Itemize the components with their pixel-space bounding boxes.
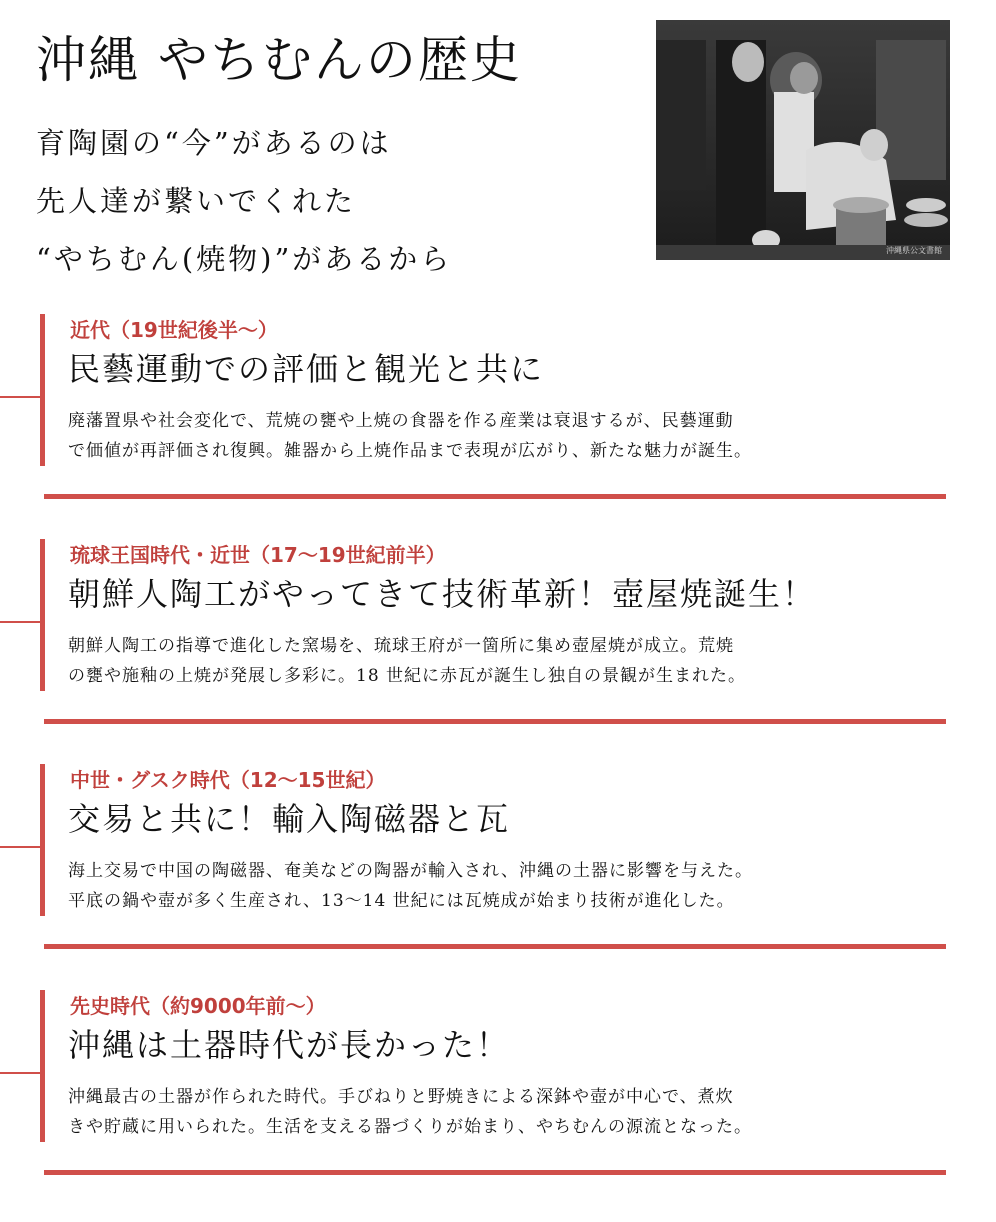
description-line: の甕や施釉の上焼が発展し多彩に。18 世紀に赤瓦が誕生し独自の景観が生まれた。 [68, 666, 747, 686]
period-description [68, 631, 948, 691]
section-divider [44, 944, 946, 949]
period-era: 先史時代（約9000年前〜） [70, 994, 326, 1018]
section-divider [44, 1170, 946, 1175]
period-prehistoric [0, 990, 996, 1200]
timeline-marker [0, 621, 40, 623]
accent-bar [40, 314, 45, 466]
lead-line: “やちむん(焼物)”があるから [36, 242, 453, 276]
period-headline: 交易と共に！輸入陶磁器と瓦 [68, 800, 511, 838]
lead-line: 先人達が繋いでくれた [36, 184, 357, 218]
period-era: 琉球王国時代・近世（17〜19世紀前半） [70, 543, 446, 567]
period-ryukyu-kingdom [0, 539, 996, 749]
period-headline: 朝鮮人陶工がやってきて技術革新！壺屋焼誕生！ [68, 575, 817, 613]
period-description [68, 1082, 948, 1142]
description-line: 海上交易で中国の陶磁器、奄美などの陶器が輸入され、沖縄の土器に影響を与えた。 [68, 861, 754, 881]
period-medieval-gusuku [0, 764, 996, 974]
period-headline: 沖縄は土器時代が長かった！ [68, 1026, 511, 1064]
description-line: 廃藩置県や社会変化で、荒焼の甕や上焼の食器を作る産業は衰退するが、民藝運動 [68, 411, 734, 431]
historical-photo [656, 20, 950, 260]
accent-bar [40, 539, 45, 691]
timeline-marker [0, 1072, 40, 1074]
period-headline: 民藝運動での評価と観光と共に [68, 350, 545, 388]
period-modern [0, 314, 996, 524]
period-description [68, 856, 948, 916]
description-line: 平底の鍋や壺が多く生産され、13〜14 世紀には瓦焼成が始まり技術が進化した。 [68, 891, 735, 911]
photo-illustration [656, 20, 950, 260]
timeline-marker [0, 396, 40, 398]
accent-bar [40, 764, 45, 916]
photo-credit: 沖縄県公文書館 [886, 246, 942, 255]
accent-bar [40, 990, 45, 1142]
description-line: で価値が再評価され復興。雑器から上焼作品まで表現が広がり、新たな魅力が誕生。 [68, 441, 752, 461]
page-title: 沖縄 やちむんの歴史 [36, 31, 522, 89]
description-line: きや貯蔵に用いられた。生活を支える器づくりが始まり、やちむんの源流となった。 [68, 1117, 752, 1137]
period-description [68, 406, 948, 466]
section-divider [44, 719, 946, 724]
period-era: 中世・グスク時代（12〜15世紀） [70, 768, 386, 792]
lead-line: 育陶園の“今”があるのは [36, 126, 392, 160]
lead-text [36, 114, 452, 288]
description-line: 朝鮮人陶工の指導で進化した窯場を、琉球王府が一箇所に集め壺屋焼が成立。荒焼 [68, 636, 734, 656]
description-line: 沖縄最古の土器が作られた時代。手びねりと野焼きによる深鉢や壺が中心で、煮炊 [68, 1087, 734, 1107]
period-era: 近代（19世紀後半〜） [70, 318, 278, 342]
section-divider [44, 494, 946, 499]
timeline-marker [0, 846, 40, 848]
